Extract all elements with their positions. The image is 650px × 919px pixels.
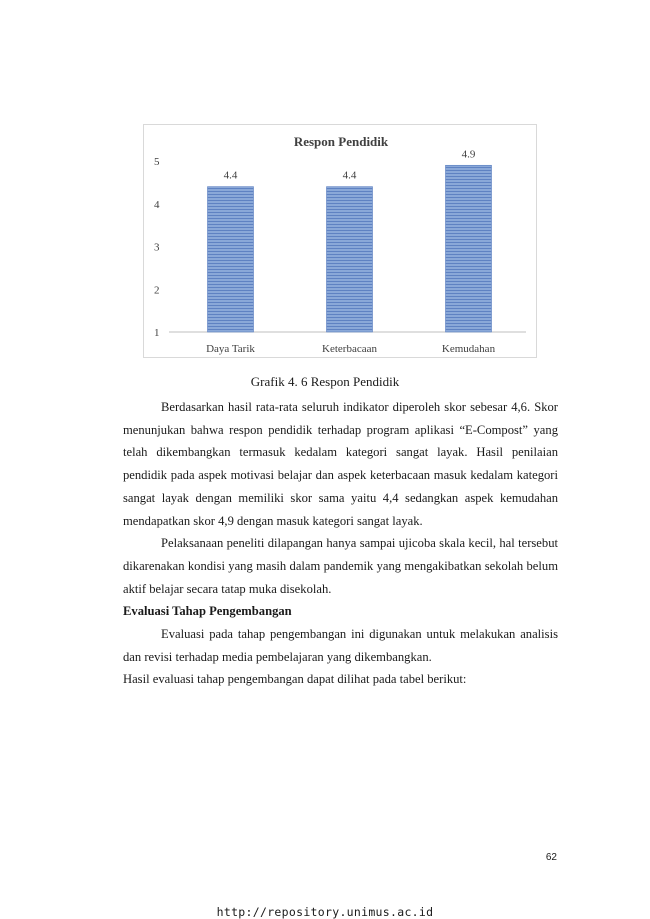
bar-data-label: 4.4	[342, 169, 357, 182]
body-paragraph: Hasil evaluasi tahap pengembangan dapat dilihat pada tabel berikut:	[123, 672, 467, 687]
x-tick-label: Daya Tarik	[206, 343, 255, 355]
bar-data-label: 4.9	[461, 148, 476, 161]
y-tick-label: 4	[154, 198, 160, 211]
x-tick-label: Kemudahan	[441, 343, 496, 355]
chart-canvas	[144, 125, 538, 359]
bar-keterbacaan	[327, 187, 373, 332]
y-tick-label: 3	[154, 241, 160, 254]
x-tick-label: Keterbacaan	[322, 343, 377, 355]
page-number: 62	[545, 852, 557, 863]
footer-url: http://repository.unimus.ac.id	[216, 905, 434, 919]
body-paragraph: Evaluasi pada tahap pengembangan ini digunakan untuk melakukan analisis dan revisi terhadap media pembelajaran yang dikembangkan.	[123, 627, 558, 664]
section-heading: Evaluasi Tahap Pengembangan	[123, 604, 292, 619]
y-tick-label: 1	[154, 327, 160, 339]
figure-caption: Grafik 4. 6 Respon Pendidik	[250, 374, 400, 389]
bar-daya-tarik	[208, 187, 254, 332]
bar-kemudahan	[446, 165, 492, 332]
y-tick-label: 2	[154, 284, 160, 297]
chart-title: Respon Pendidik	[293, 134, 389, 149]
bar-chart	[143, 124, 537, 358]
bar-data-label: 4.4	[223, 169, 238, 182]
y-tick-label: 5	[154, 156, 160, 168]
body-paragraph: Pelaksanaan peneliti dilapangan hanya sampai ujicoba skala kecil, hal tersebut dikarenakan kondisi yang masih dalam pandemik yang mengakibatkan sekolah belum aktif belajar secara tatap muka disekolah.	[123, 536, 558, 596]
body-paragraph: Berdasarkan hasil rata-rata seluruh indikator diperoleh skor sebesar 4,6. Skor menunjukan bahwa respon pendidik terhadap program aplikasi “E-Compost” yang telah dikembangkan termasuk kedalam kategori sangat layak. Hasil penilaian pendidik pada aspek motivasi belajar dan aspek keterbacaan masuk kedalam kategori sangat layak dengan memiliki skor sama yaitu 4,4 sedangkan aspek kemudahan mendapatkan skor 4,9 dengan masuk kategori sangat layak.	[123, 400, 558, 528]
body-text	[123, 396, 558, 691]
